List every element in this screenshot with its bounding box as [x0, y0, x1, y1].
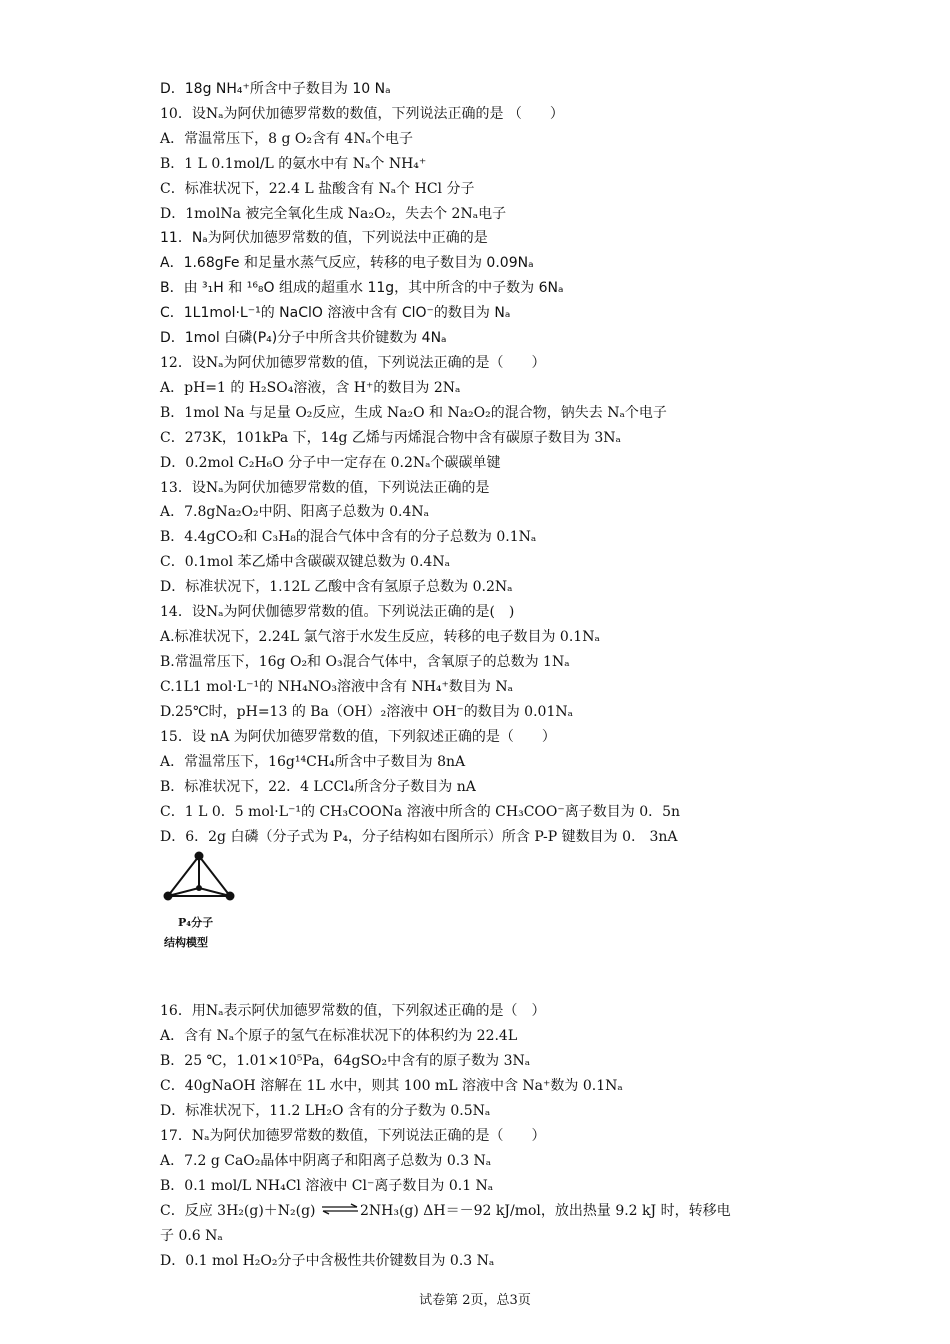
- option-d: D．0.2mol C₂H₆O 分子中一定存在 0.2Nₐ个碳碳单键: [160, 455, 501, 471]
- question-13: 13．设Nₐ为阿伏加德罗常数的值，下列说法正确的是: [160, 480, 490, 496]
- question-14: 14．设Nₐ为阿伏伽德罗常数的值。下列说法正确的是( ): [160, 604, 515, 620]
- option-d: D．6．2g 白磷（分子式为 P₄，分子结构如右图所示）所含 P-P 键数目为 0. 3nA: [160, 829, 678, 845]
- question-10: 10．设Nₐ为阿伏加德罗常数的数值，下列说法正确的是 （ ）: [160, 106, 564, 122]
- option-a: A．7.8gNa₂O₂中阴、阳离子总数为 0.4Nₐ: [160, 504, 430, 520]
- option-b: B．标准状况下，22．4 LCCl₄所含分子数目为 nA: [160, 779, 476, 795]
- option-d: D.25℃时，pH=13 的 Ba（OH）₂溶液中 OH⁻的数目为 0.01Nₐ: [160, 704, 573, 720]
- option-b: B.常温常压下，16g O₂和 O₃混合气体中，含氧原子的总数为 1Nₐ: [160, 654, 570, 670]
- option-c: C．273K，101kPa 下，14g 乙烯与丙烯混合物中含有碳原子数目为 3Nₐ: [160, 430, 621, 446]
- option-d: D．标准状况下，1.12L 乙酸中含有氢原子总数为 0.2Nₐ: [160, 579, 513, 595]
- option-d: D．1mol 白磷(P₄)分子中所含共价键数为 4Nₐ: [160, 330, 447, 346]
- option-b: B．1mol Na 与足量 O₂反应，生成 Na₂O 和 Na₂O₂的混合物，钠失去 Nₐ个电子: [160, 405, 667, 421]
- option-a: A．常温常压下，16g¹⁴CH₄所含中子数目为 8nA: [160, 754, 466, 770]
- line-0: D．18g NH₄⁺所含中子数目为 10 Nₐ: [160, 81, 391, 97]
- option-d: D．标准状况下，11.2 LH₂O 含有的分子数为 0.5Nₐ: [160, 1103, 491, 1119]
- equation-products: 2NH₃(g) ΔH＝－92 kJ/mol，放出热量 9.2 kJ 时，转移电: [359, 1203, 731, 1219]
- question-11: 11．Nₐ为阿伏加德罗常数的值，下列说法中正确的是: [160, 230, 488, 246]
- option-c-equation: [160, 1202, 731, 1220]
- tetrahedron-diagram: [158, 850, 242, 920]
- equation-reactants: C．反应 3H₂(g)＋N₂(g): [160, 1203, 320, 1219]
- option-c: C．1 L 0．5 mol·L⁻¹的 CH₃COONa 溶液中所含的 CH₃COO⁻离子数目为 0．5n: [160, 804, 681, 820]
- option-a: A.标准状况下，2.24L 氯气溶于水发生反应，转移的电子数目为 0.1Nₐ: [160, 629, 600, 645]
- p4-structure-figure: [158, 850, 242, 954]
- page-footer: 试卷第 2页，总3页: [419, 1293, 531, 1308]
- option-b: B．4.4gCO₂和 C₃H₈的混合气体中含有的分子总数为 0.1Nₐ: [160, 529, 537, 545]
- option-a: A．pH=1 的 H₂SO₄溶液，含 H⁺的数目为 2Nₐ: [160, 380, 461, 396]
- option-d: D．1molNa 被完全氧化生成 Na₂O₂，失去个 2Nₐ电子: [160, 206, 507, 222]
- figure-label-1: P₄分子: [178, 916, 214, 929]
- option-c: C．标准状况下，22.4 L 盐酸含有 Nₐ个 HCl 分子: [160, 181, 475, 197]
- question-12: 12．设Nₐ为阿伏加德罗常数的值，下列说法正确的是（ ）: [160, 355, 546, 371]
- option-b: B．25 ℃，1.01×10⁵Pa，64gSO₂中含有的原子数为 3Nₐ: [160, 1053, 531, 1069]
- question-17: 17．Nₐ为阿伏加德罗常数的数值，下列说法正确的是（ ）: [160, 1128, 546, 1144]
- option-b: B．由 ³₁H 和 ¹⁶₈O 组成的超重水 11g，其中所含的中子数为 6Nₐ: [160, 280, 564, 296]
- option-b: B．1 L 0.1mol/L 的氨水中有 Nₐ个 NH₄⁺: [160, 156, 427, 172]
- option-a: A．1.68gFe 和足量水蒸气反应，转移的电子数目为 0.09Nₐ: [160, 255, 534, 271]
- option-c: C．40gNaOH 溶解在 1L 水中，则其 100 mL 溶液中含 Na⁺数为 0.1Nₐ: [160, 1078, 623, 1094]
- option-c: C.1L1 mol·L⁻¹的 NH₄NO₃溶液中含有 NH₄⁺数目为 Nₐ: [160, 679, 514, 695]
- option-a: A．含有 Nₐ个原子的氢气在标准状况下的体积约为 22.4L: [160, 1028, 518, 1044]
- option-a: A．常温常压下，8 g O₂含有 4Nₐ个电子: [160, 131, 413, 147]
- option-c: C．1L1mol·L⁻¹的 NaClO 溶液中含有 ClO⁻的数目为 Nₐ: [160, 305, 511, 321]
- equilibrium-arrow-icon: [320, 1202, 360, 1220]
- option-a: A．7.2 g CaO₂晶体中阴离子和阳离子总数为 0.3 Nₐ: [160, 1153, 492, 1169]
- option-b: B．0.1 mol/L NH₄Cl 溶液中 Cl⁻离子数目为 0.1 Nₐ: [160, 1178, 494, 1194]
- figure-label-2: 结构模型: [164, 936, 208, 949]
- question-16: 16．用Nₐ表示阿伏加德罗常数的值，下列叙述正确的是（ ）: [160, 1003, 546, 1019]
- option-d: D．0.1 mol H₂O₂分子中含极性共价键数目为 0.3 Nₐ: [160, 1253, 495, 1269]
- question-15: 15．设 nA 为阿伏加德罗常数的值，下列叙述正确的是（ ）: [160, 729, 556, 745]
- option-c: C．0.1mol 苯乙烯中含碳碳双键总数为 0.4Nₐ: [160, 554, 450, 570]
- option-c-continued: 子 0.6 Nₐ: [160, 1228, 223, 1244]
